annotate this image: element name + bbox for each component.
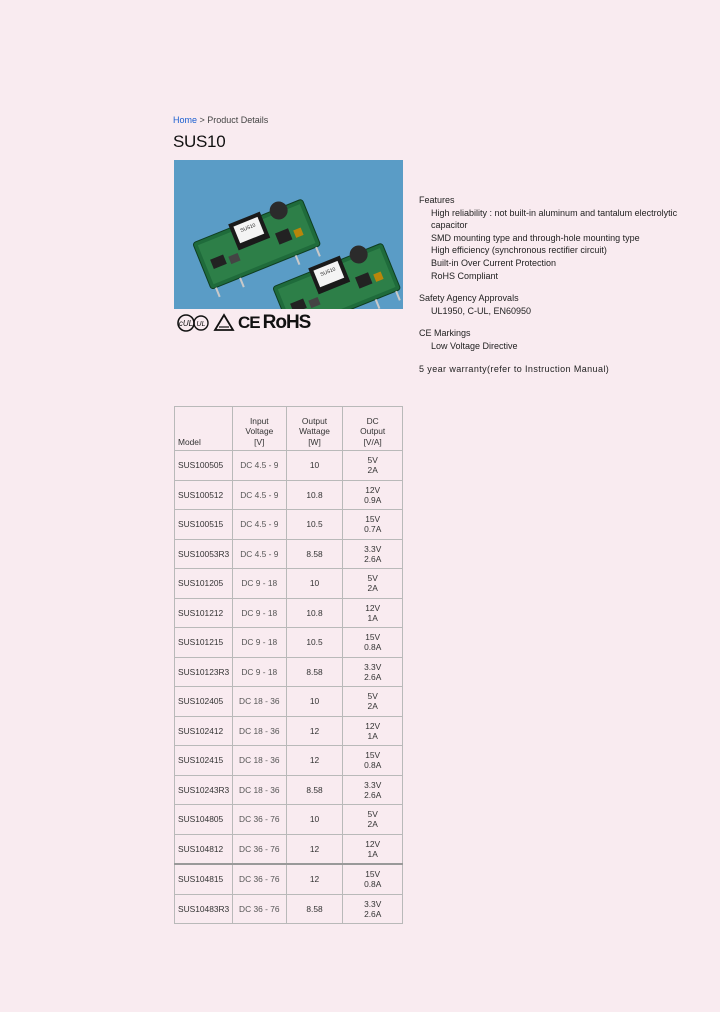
safety-heading: Safety Agency Approvals <box>419 293 519 304</box>
cell-model: SUS101205 <box>175 569 233 599</box>
cell-input-voltage: DC 18 - 36 <box>232 775 286 805</box>
module-left-label: SUS10 <box>239 222 257 234</box>
table-row <box>175 598 403 628</box>
cell-dc-output: 12V 0.9A <box>343 480 403 510</box>
ce-markings-list <box>419 340 677 353</box>
cell-model: SUS10243R3 <box>175 775 233 805</box>
table-row <box>175 687 403 717</box>
cell-model: SUS102405 <box>175 687 233 717</box>
page-title: SUS10 <box>173 132 226 151</box>
svg-text:UL: UL <box>196 321 206 328</box>
cell-input-voltage: DC 36 - 76 <box>232 805 286 835</box>
cell-model: SUS10483R3 <box>175 894 233 924</box>
breadcrumb-home-link[interactable]: Home <box>173 115 198 125</box>
cell-input-voltage: DC 36 - 76 <box>232 894 286 924</box>
product-info <box>419 194 677 375</box>
spec-table-body <box>175 451 403 924</box>
cell-dc-output: 12V 1A <box>343 598 403 628</box>
cell-dc-output: 5V 2A <box>343 569 403 599</box>
cell-input-voltage: DC 9 - 18 <box>232 598 286 628</box>
cell-dc-output: 5V 2A <box>343 687 403 717</box>
table-row <box>175 805 403 835</box>
cell-model: SUS100505 <box>175 451 233 481</box>
svg-text:cUL: cUL <box>178 319 194 328</box>
list-item: Low Voltage Directive <box>431 340 518 351</box>
ul-mark-icon <box>176 313 210 333</box>
cell-input-voltage: DC 4.5 - 9 <box>232 451 286 481</box>
col-header-output-wattage: Output Wattage [W] <box>286 407 343 451</box>
table-row <box>175 657 403 687</box>
list-item: capacitor <box>431 220 468 231</box>
ce-markings-heading: CE Markings <box>419 328 471 339</box>
cell-output-wattage: 10 <box>286 805 343 835</box>
table-row <box>175 775 403 805</box>
cell-model: SUS102412 <box>175 716 233 746</box>
cell-dc-output: 5V 2A <box>343 451 403 481</box>
cell-input-voltage: DC 36 - 76 <box>232 834 286 864</box>
warranty-note: 5 year warranty(refer to Instruction Manual) <box>419 363 610 374</box>
list-item: High efficiency (synchronous rectifier circuit) <box>431 245 607 256</box>
cell-output-wattage: 8.58 <box>286 539 343 569</box>
table-row <box>175 894 403 924</box>
features-list <box>419 207 677 283</box>
cell-dc-output: 15V 0.7A <box>343 510 403 540</box>
breadcrumb <box>173 115 268 125</box>
cell-output-wattage: 10.8 <box>286 598 343 628</box>
cell-model: SUS10123R3 <box>175 657 233 687</box>
table-row <box>175 834 403 864</box>
cell-input-voltage: DC 4.5 - 9 <box>232 539 286 569</box>
breadcrumb-current: Product Details <box>207 115 269 125</box>
cell-dc-output: 3.3V 2.6A <box>343 894 403 924</box>
cell-model: SUS101215 <box>175 628 233 658</box>
col-header-input-voltage: Input Voltage [V] <box>232 407 286 451</box>
module-right-label: SUS10 <box>319 266 337 278</box>
cell-output-wattage: 12 <box>286 864 343 894</box>
cell-dc-output: 3.3V 2.6A <box>343 539 403 569</box>
col-header-dc-output: DC Output [V/A] <box>343 407 403 451</box>
cell-dc-output: 12V 1A <box>343 716 403 746</box>
list-item: Built-in Over Current Protection <box>431 257 557 268</box>
cell-input-voltage: DC 9 - 18 <box>232 628 286 658</box>
rohs-mark: RoHS <box>262 312 311 333</box>
list-item: UL1950, C-UL, EN60950 <box>431 305 532 316</box>
cell-output-wattage: 8.58 <box>286 657 343 687</box>
product-photo <box>174 160 403 309</box>
list-item: RoHS Compliant <box>431 270 499 281</box>
cell-input-voltage: DC 18 - 36 <box>232 687 286 717</box>
cell-input-voltage: DC 9 - 18 <box>232 569 286 599</box>
cell-output-wattage: 12 <box>286 834 343 864</box>
cell-dc-output: 15V 0.8A <box>343 864 403 894</box>
table-row <box>175 746 403 776</box>
table-row <box>175 569 403 599</box>
cell-input-voltage: DC 4.5 - 9 <box>232 510 286 540</box>
table-header-row <box>175 407 403 451</box>
cell-output-wattage: 12 <box>286 746 343 776</box>
cell-input-voltage: DC 18 - 36 <box>232 716 286 746</box>
cell-output-wattage: 10.8 <box>286 480 343 510</box>
ce-mark: CE <box>238 313 260 332</box>
cell-input-voltage: DC 36 - 76 <box>232 864 286 894</box>
list-item: SMD mounting type and through-hole mounting type <box>431 232 640 243</box>
cell-model: SUS10053R3 <box>175 539 233 569</box>
col-header-model: Model <box>175 407 233 451</box>
cell-dc-output: 3.3V 2.6A <box>343 775 403 805</box>
spec-table <box>174 406 403 924</box>
cell-dc-output: 12V 1A <box>343 834 403 864</box>
cell-model: SUS104815 <box>175 864 233 894</box>
certification-marks <box>176 312 310 334</box>
cell-input-voltage: DC 18 - 36 <box>232 746 286 776</box>
cell-model: SUS100512 <box>175 480 233 510</box>
safety-list <box>419 305 677 318</box>
table-row <box>175 864 403 894</box>
cell-dc-output: 15V 0.8A <box>343 746 403 776</box>
features-heading: Features <box>419 195 455 205</box>
cell-model: SUS104805 <box>175 805 233 835</box>
cell-input-voltage: DC 4.5 - 9 <box>232 480 286 510</box>
breadcrumb-separator: > <box>197 115 208 125</box>
cell-output-wattage: 10.5 <box>286 510 343 540</box>
table-row <box>175 539 403 569</box>
table-row <box>175 480 403 510</box>
cell-dc-output: 15V 0.8A <box>343 628 403 658</box>
table-row <box>175 510 403 540</box>
cell-output-wattage: 10.5 <box>286 628 343 658</box>
cell-dc-output: 3.3V 2.6A <box>343 657 403 687</box>
cell-model: SUS104812 <box>175 834 233 864</box>
cell-output-wattage: 8.58 <box>286 894 343 924</box>
cell-model: SUS100515 <box>175 510 233 540</box>
list-item: High reliability : not built-in aluminum and tantalum electrolytic <box>431 207 678 218</box>
cell-output-wattage: 12 <box>286 716 343 746</box>
table-row <box>175 451 403 481</box>
cell-output-wattage: 10 <box>286 687 343 717</box>
cell-model: SUS101212 <box>175 598 233 628</box>
cell-input-voltage: DC 9 - 18 <box>232 657 286 687</box>
cell-dc-output: 5V 2A <box>343 805 403 835</box>
tuv-delta-mark-icon <box>213 313 235 333</box>
cell-model: SUS102415 <box>175 746 233 776</box>
table-row <box>175 628 403 658</box>
cell-output-wattage: 10 <box>286 569 343 599</box>
cell-output-wattage: 8.58 <box>286 775 343 805</box>
table-row <box>175 716 403 746</box>
cell-output-wattage: 10 <box>286 451 343 481</box>
